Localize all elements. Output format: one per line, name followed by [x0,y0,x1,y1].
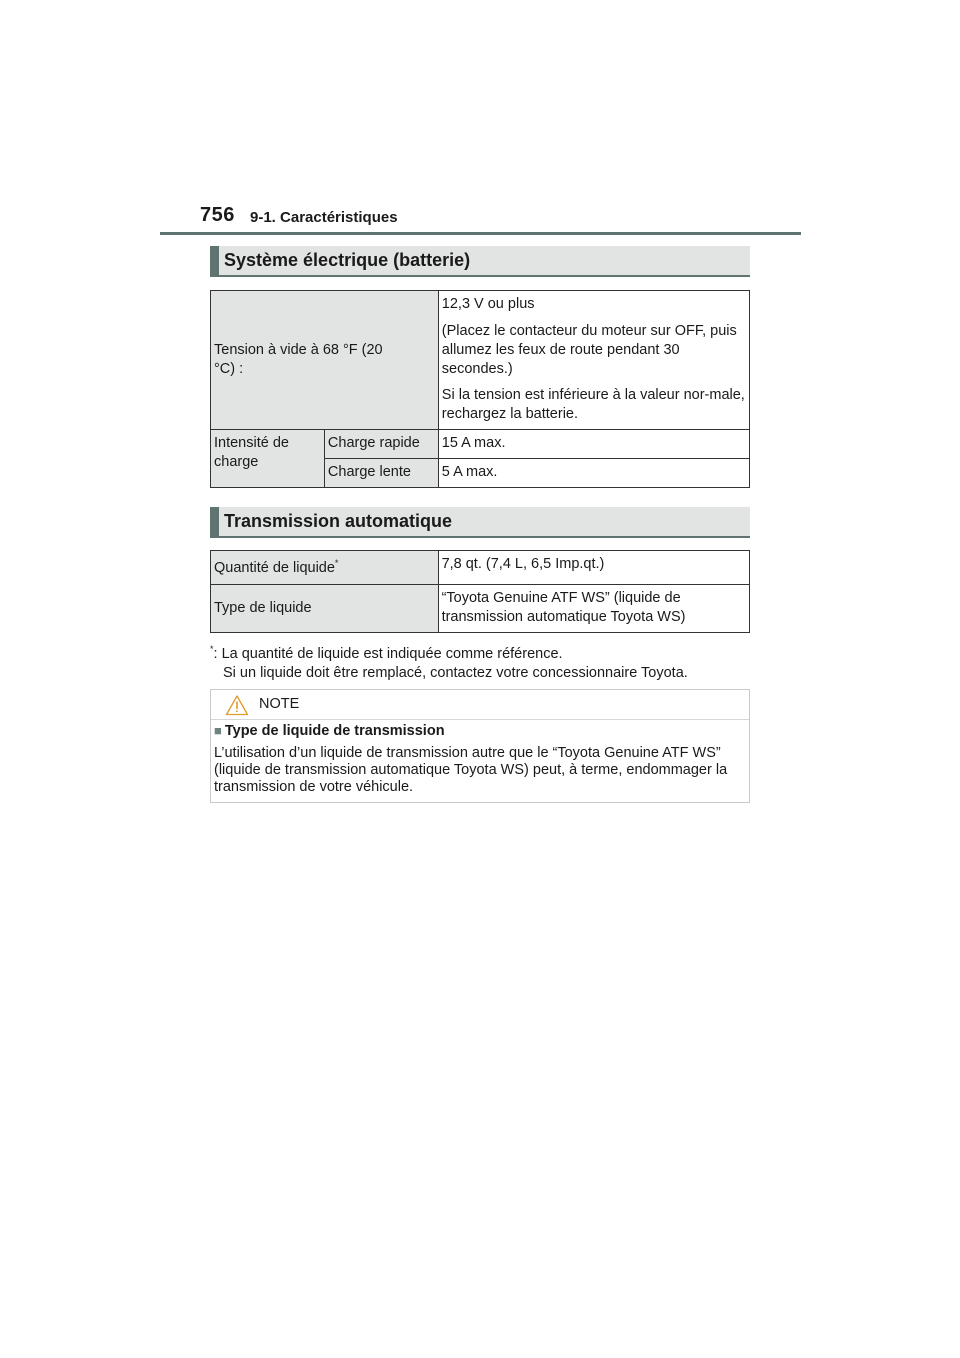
transmission-section-heading [210,507,750,538]
tension-label: Tension à vide à 68 °F (20 °C) : [214,342,383,377]
bullet-square-icon: ■ [214,723,222,738]
transmission-spec-table [210,550,750,633]
tension-note: Si la tension est inférieure à la valeur nor-male, rechargez la batterie. [441,387,745,423]
tension-value-cell [438,291,749,430]
note-title [214,723,445,739]
slow-charge-label: Charge lente [324,459,438,488]
quantity-label-cell [211,551,439,585]
tension-value: 12,3 V ou plus [441,296,535,312]
warning-triangle-icon [225,694,249,716]
footnote-asterisk: * [210,644,214,654]
quantity-label: Quantité de liquide [214,559,335,576]
slow-charge-value: 5 A max. [438,459,749,488]
footnote-marker: * [334,557,339,568]
battery-section-title: Système électrique (batterie) [224,250,471,270]
chapter-title: 9-1. Caractéristiques [250,209,398,226]
table-row [211,551,750,585]
footnote-line-1: : La quantité de liquide est indiquée comme référence. [213,645,563,662]
rapid-charge-value: 15 A max. [438,430,749,459]
table-row [211,430,750,459]
note-label: NOTE [259,696,300,712]
tension-instructions: (Placez le contacteur du moteur sur OFF, puis allumez les feux de route pendant 30 secondes.) [441,322,737,377]
tension-label-cell [211,291,439,430]
note-title-text: Type de liquide de transmission [224,723,445,739]
quantity-value: 7,8 qt. (7,4 L, 6,5 Imp.qt.) [438,551,749,585]
note-body: L’utilisation d’un liquide de transmission autre que le “Toyota Genuine ATF WS” (liquide de transmission automatique Toyota WS) peut, à terme, endommager la transmission de votre véhicule. [214,745,728,795]
table-row [211,585,750,633]
page-number: 756 [200,204,235,226]
note-header [211,690,749,720]
charge-label: Intensité de charge [214,435,289,470]
rapid-charge-label: Charge rapide [324,430,438,459]
footnote-line-2: Si un liquide doit être remplacé, contactez votre concessionnaire Toyota. [223,664,688,681]
transmission-section-title: Transmission automatique [224,511,453,531]
battery-spec-table [210,290,750,488]
header-rule [160,232,801,235]
note-box [210,689,750,803]
fluid-type-label: Type de liquide [211,585,439,633]
table-row [211,291,750,430]
fluid-type-value: “Toyota Genuine ATF WS” (liquide de transmission automatique Toyota WS) [438,585,749,633]
battery-section-heading [210,246,750,277]
footnote [210,640,770,683]
charge-label-cell [211,430,325,488]
page-header [200,204,800,234]
